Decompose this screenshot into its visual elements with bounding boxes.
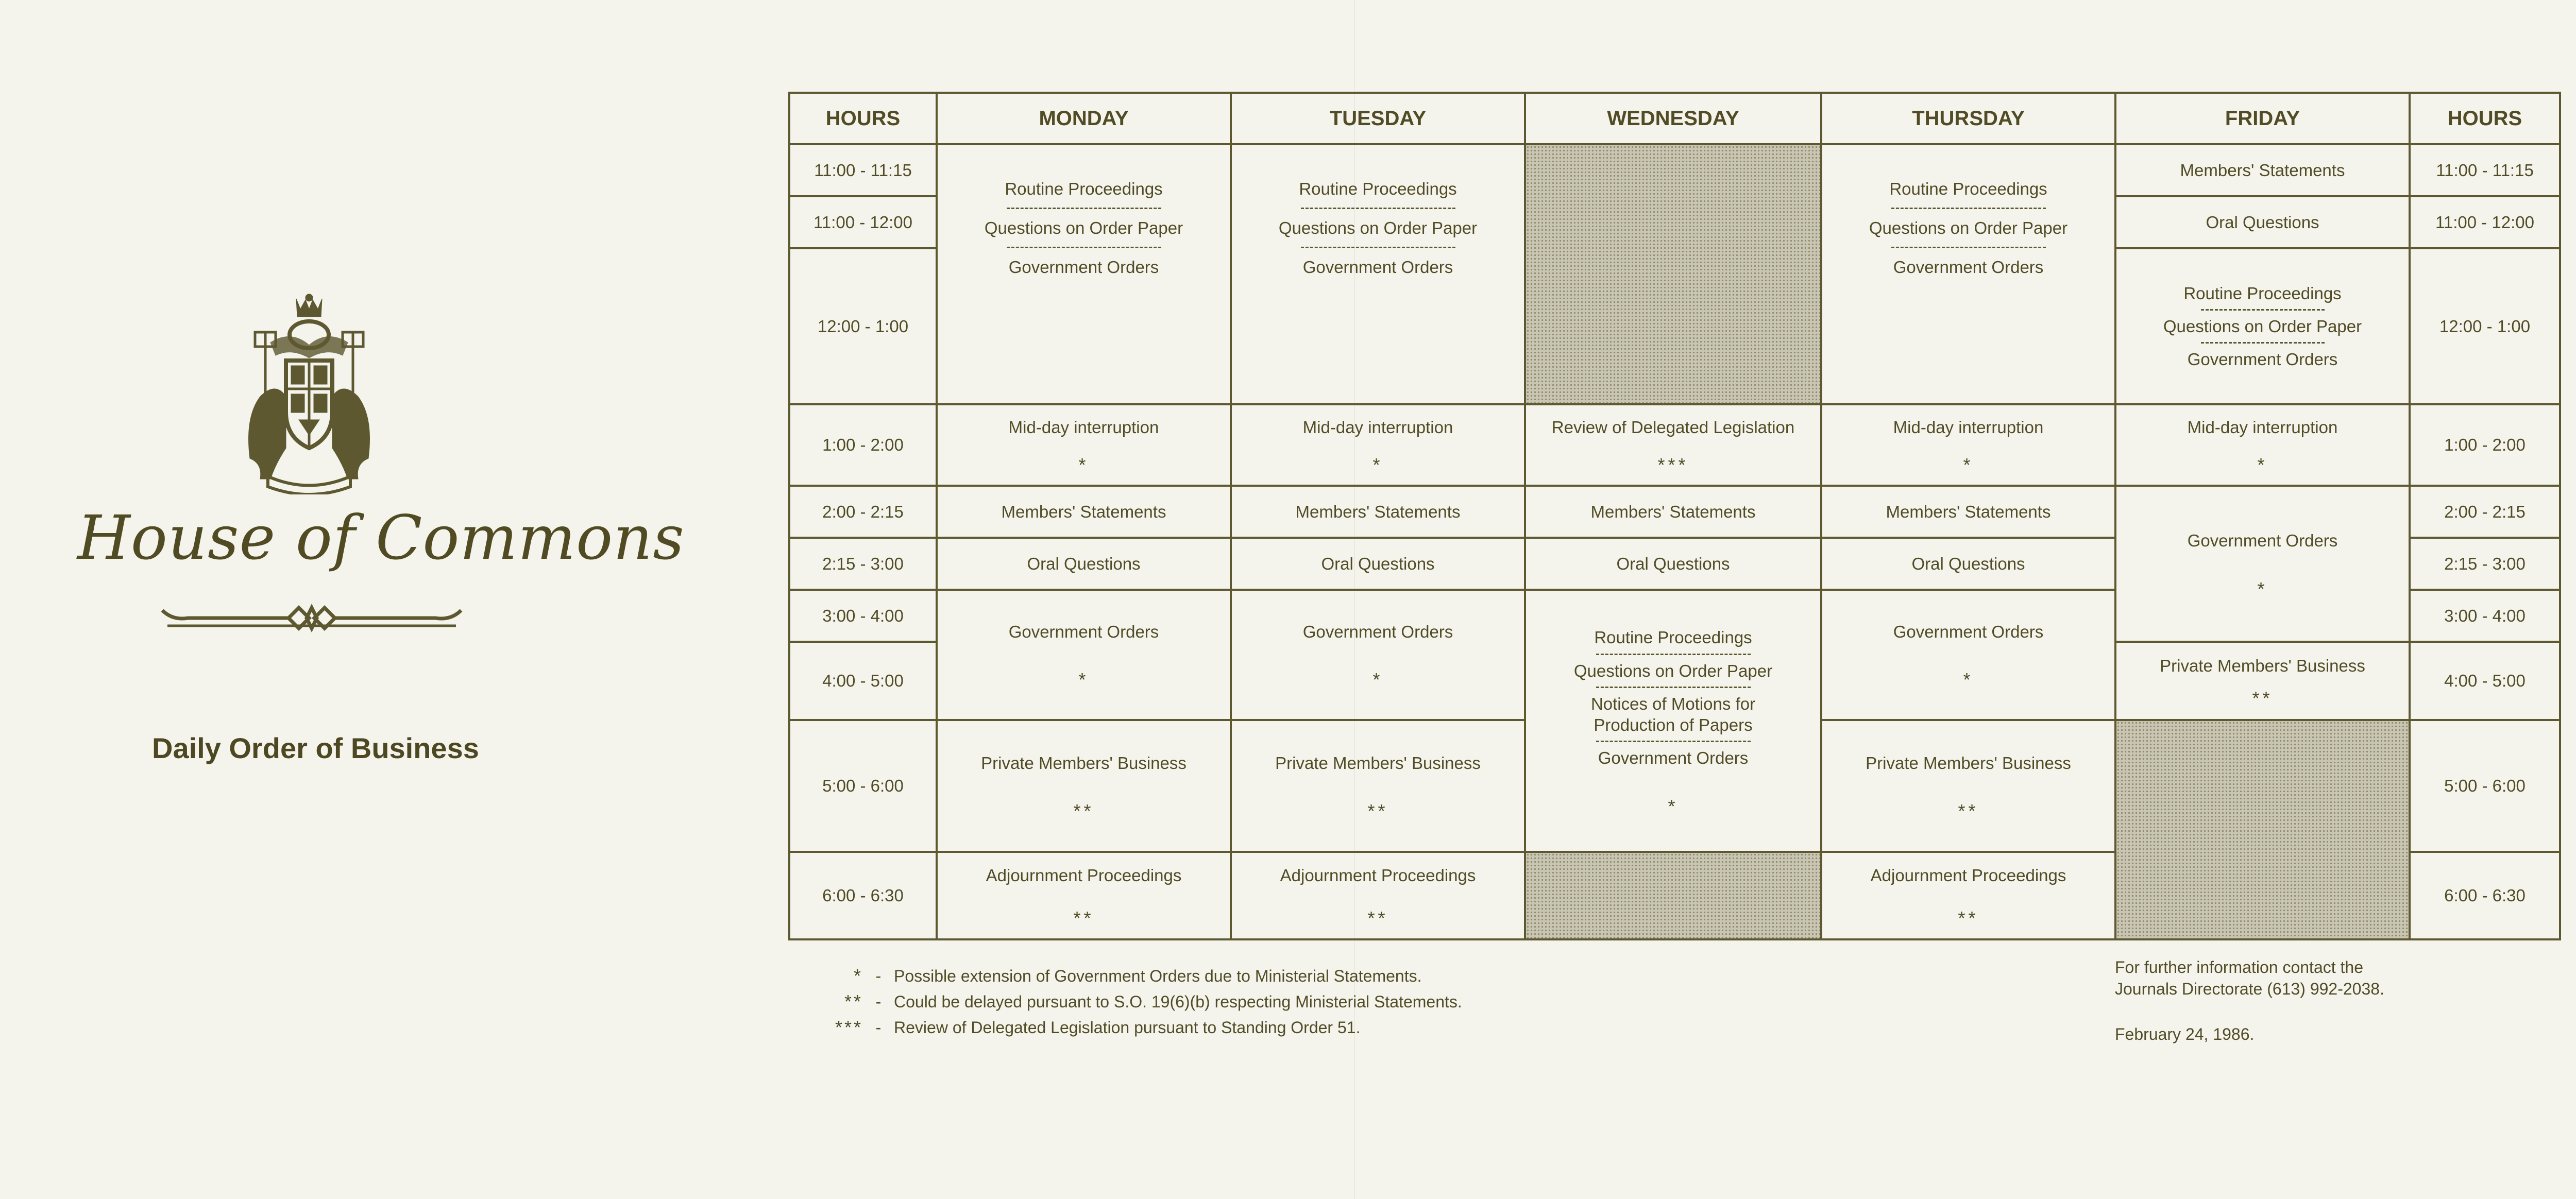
dashed-separator — [1301, 208, 1455, 209]
monday-midday-cell — [937, 404, 1231, 486]
header-row — [789, 93, 2560, 144]
header-hours-left: HOURS — [789, 93, 937, 144]
schedule-item: Private Members' Business — [2160, 656, 2365, 675]
schedule-item: Government Orders — [1008, 622, 1159, 642]
hours-cell: 12:00 - 1:00 — [2410, 248, 2560, 404]
hours-cell: 5:00 - 6:00 — [2410, 720, 2560, 852]
footnote-mark: * — [1668, 795, 1679, 817]
dashed-separator — [1301, 247, 1455, 248]
footnote-mark: ** — [1073, 800, 1094, 822]
schedule-item: Private Members' Business — [1275, 753, 1481, 773]
decorative-rule-icon — [157, 600, 466, 636]
dashed-separator — [2201, 342, 2325, 344]
hours-cell: 2:15 - 3:00 — [789, 538, 937, 590]
hours-cell: 12:00 - 1:00 — [789, 248, 937, 404]
hours-cell: 11:00 - 12:00 — [789, 196, 937, 248]
schedule-item: Government Orders — [1302, 622, 1453, 642]
schedule-item: Routine Proceedings — [1594, 628, 1752, 647]
schedule-item: Government Orders — [1893, 622, 2044, 642]
friday-gov-orders-cell — [2115, 486, 2410, 642]
dashed-separator — [1596, 654, 1751, 655]
schedule-item: Government Orders — [2187, 531, 2338, 551]
contact-info — [2115, 957, 2424, 1000]
footnotes — [801, 963, 1625, 1040]
schedule-item: Private Members' Business — [981, 753, 1187, 773]
contact-line: Journals Directorate (613) 992-2038. — [2115, 979, 2384, 998]
hours-cell: 3:00 - 4:00 — [789, 590, 937, 642]
friday-morning-cell — [2115, 248, 2410, 404]
tuesday-midday-cell — [1231, 404, 1525, 486]
schedule-item: Government Orders — [1008, 258, 1159, 277]
thursday-midday-cell — [1821, 404, 2115, 486]
footnote-mark: ** — [1958, 800, 1979, 822]
schedule-item: Routine Proceedings — [1299, 179, 1457, 198]
footnote-mark: ** — [1958, 907, 1979, 929]
schedule-item: Questions on Order Paper — [1869, 218, 2068, 237]
hours-cell: 5:00 - 6:00 — [789, 720, 937, 852]
wednesday-no-sitting-evening — [1525, 852, 1821, 939]
footnote-row — [801, 989, 1625, 1015]
schedule-item: Questions on Order Paper — [1278, 218, 1478, 237]
schedule-item: Mid-day interruption — [1893, 417, 2044, 437]
schedule-item: Adjournment Proceedings — [1280, 865, 1476, 885]
wednesday-statements-cell: Members' Statements — [1525, 486, 1821, 538]
footnote-dash: - — [875, 992, 882, 1011]
footnote-mark: ** — [2252, 687, 2273, 709]
dashed-separator — [1596, 687, 1751, 688]
footnote-mark: ** — [1367, 907, 1388, 929]
tuesday-adjournment-cell — [1231, 852, 1525, 939]
monday-gov-orders-cell — [937, 590, 1231, 720]
footnote-text: Possible extension of Government Orders due to Ministerial Statements. — [894, 966, 1422, 985]
hours-cell: 6:00 - 6:30 — [789, 852, 937, 939]
tuesday-morning-cell — [1231, 144, 1525, 404]
schedule-item: Questions on Order Paper — [2163, 317, 2362, 336]
dashed-separator — [1596, 741, 1751, 742]
footnote-mark: * — [1963, 669, 1974, 691]
header-thursday: THURSDAY — [1821, 93, 2115, 144]
thursday-gov-orders-cell — [1821, 590, 2115, 720]
hours-cell: 1:00 - 2:00 — [2410, 404, 2560, 486]
thursday-questions-cell: Oral Questions — [1821, 538, 2115, 590]
publication-date: February 24, 1986. — [2115, 1025, 2255, 1043]
wednesday-questions-cell: Oral Questions — [1525, 538, 1821, 590]
footnote-mark: * — [1078, 669, 1089, 691]
schedule-item: Review of Delegated Legislation — [1551, 417, 1795, 437]
footnote-symbol: ** — [844, 991, 863, 1012]
friday-no-sitting-evening — [2115, 720, 2410, 939]
schedule-item: Questions on Order Paper — [984, 218, 1183, 237]
table-row — [789, 144, 2560, 196]
schedule-item: Notices of Motions for Production of Papers — [1590, 694, 1756, 735]
schedule-item: Routine Proceedings — [1889, 179, 2047, 198]
header-hours-right: HOURS — [2410, 93, 2560, 144]
footnote-row — [801, 963, 1625, 989]
thursday-adjournment-cell — [1821, 852, 2115, 939]
hours-cell: 11:00 - 11:15 — [789, 144, 937, 196]
footnote-text: Review of Delegated Legislation pursuant to Standing Order 51. — [894, 1018, 1361, 1037]
tuesday-statements-cell: Members' Statements — [1231, 486, 1525, 538]
footnote-mark: * — [1078, 454, 1089, 476]
wednesday-review-cell — [1525, 404, 1821, 486]
cover-panel — [0, 0, 742, 1199]
monday-adjournment-cell — [937, 852, 1231, 939]
footnote-mark: * — [1372, 454, 1383, 476]
wednesday-afternoon-cell — [1525, 590, 1821, 852]
footnote-mark: * — [2257, 578, 2268, 599]
schedule-item: Questions on Order Paper — [1573, 661, 1773, 680]
table-row — [789, 404, 2560, 486]
header-friday: FRIDAY — [2115, 93, 2410, 144]
schedule-item: Mid-day interruption — [1008, 417, 1159, 437]
hours-cell: 2:00 - 2:15 — [789, 486, 937, 538]
table-row — [789, 486, 2560, 538]
document-subtitle: Daily Order of Business — [152, 732, 479, 764]
schedule-item: Government Orders — [2187, 350, 2338, 369]
footnote-row — [801, 1015, 1625, 1040]
footnote-mark: * — [2257, 454, 2268, 476]
hours-cell: 1:00 - 2:00 — [789, 404, 937, 486]
header-tuesday: TUESDAY — [1231, 93, 1525, 144]
monday-morning-cell — [937, 144, 1231, 404]
hours-cell: 11:00 - 12:00 — [2410, 196, 2560, 248]
footnote-mark: ** — [1073, 907, 1094, 929]
footnote-symbol: *** — [835, 1017, 863, 1038]
footnote-symbol: * — [853, 965, 863, 986]
footnote-mark: * — [1372, 669, 1383, 691]
schedule-item: Private Members' Business — [1866, 753, 2071, 773]
royal-coat-of-arms-icon — [240, 294, 379, 494]
schedule-item: Mid-day interruption — [1302, 417, 1453, 437]
hours-cell: 4:00 - 5:00 — [2410, 642, 2560, 720]
schedule-item: Adjournment Proceedings — [1870, 865, 2066, 885]
schedule-item: Routine Proceedings — [2183, 283, 2342, 303]
hours-cell: 6:00 - 6:30 — [2410, 852, 2560, 939]
hours-cell: 4:00 - 5:00 — [789, 642, 937, 720]
schedule-item: Government Orders — [1598, 748, 1749, 768]
friday-questions-cell: Oral Questions — [2115, 196, 2410, 248]
footnote-dash: - — [875, 966, 882, 985]
thursday-statements-cell: Members' Statements — [1821, 486, 2115, 538]
schedule-item: Mid-day interruption — [2187, 417, 2338, 437]
footnote-dash: - — [875, 1018, 882, 1037]
hours-cell: 2:15 - 3:00 — [2410, 538, 2560, 590]
house-of-commons-title: House of Commons — [77, 502, 685, 573]
friday-statements-cell: Members' Statements — [2115, 144, 2410, 196]
friday-pmb-cell — [2115, 642, 2410, 720]
dashed-separator — [1891, 247, 2046, 248]
monday-questions-cell: Oral Questions — [937, 538, 1231, 590]
contact-line: For further information contact the — [2115, 958, 2363, 977]
dashed-separator — [1007, 247, 1161, 248]
monday-pmb-cell — [937, 720, 1231, 852]
header-wednesday: WEDNESDAY — [1525, 93, 1821, 144]
schedule-item: Government Orders — [1893, 258, 2044, 277]
tuesday-gov-orders-cell — [1231, 590, 1525, 720]
footnote-mark: * — [1963, 454, 1974, 476]
thursday-pmb-cell — [1821, 720, 2115, 852]
hours-cell: 2:00 - 2:15 — [2410, 486, 2560, 538]
footnote-text: Could be delayed pursuant to S.O. 19(6)(b) respecting Ministerial Statements. — [894, 992, 1462, 1011]
hours-cell: 11:00 - 11:15 — [2410, 144, 2560, 196]
dashed-separator — [1891, 208, 2046, 209]
hours-cell: 3:00 - 4:00 — [2410, 590, 2560, 642]
friday-midday-cell — [2115, 404, 2410, 486]
schedule-item: Government Orders — [1302, 258, 1453, 277]
schedule-item: Routine Proceedings — [1005, 179, 1163, 198]
thursday-morning-cell — [1821, 144, 2115, 404]
header-monday: MONDAY — [937, 93, 1231, 144]
footnote-mark: ** — [1367, 800, 1388, 822]
order-of-business-table — [788, 92, 2561, 940]
schedule-item: Adjournment Proceedings — [986, 865, 1182, 885]
monday-statements-cell: Members' Statements — [937, 486, 1231, 538]
dashed-separator — [2201, 309, 2325, 311]
footnote-mark: *** — [1657, 454, 1689, 476]
tuesday-pmb-cell — [1231, 720, 1525, 852]
wednesday-no-sitting-morning — [1525, 144, 1821, 404]
tuesday-questions-cell: Oral Questions — [1231, 538, 1525, 590]
dashed-separator — [1007, 208, 1161, 209]
